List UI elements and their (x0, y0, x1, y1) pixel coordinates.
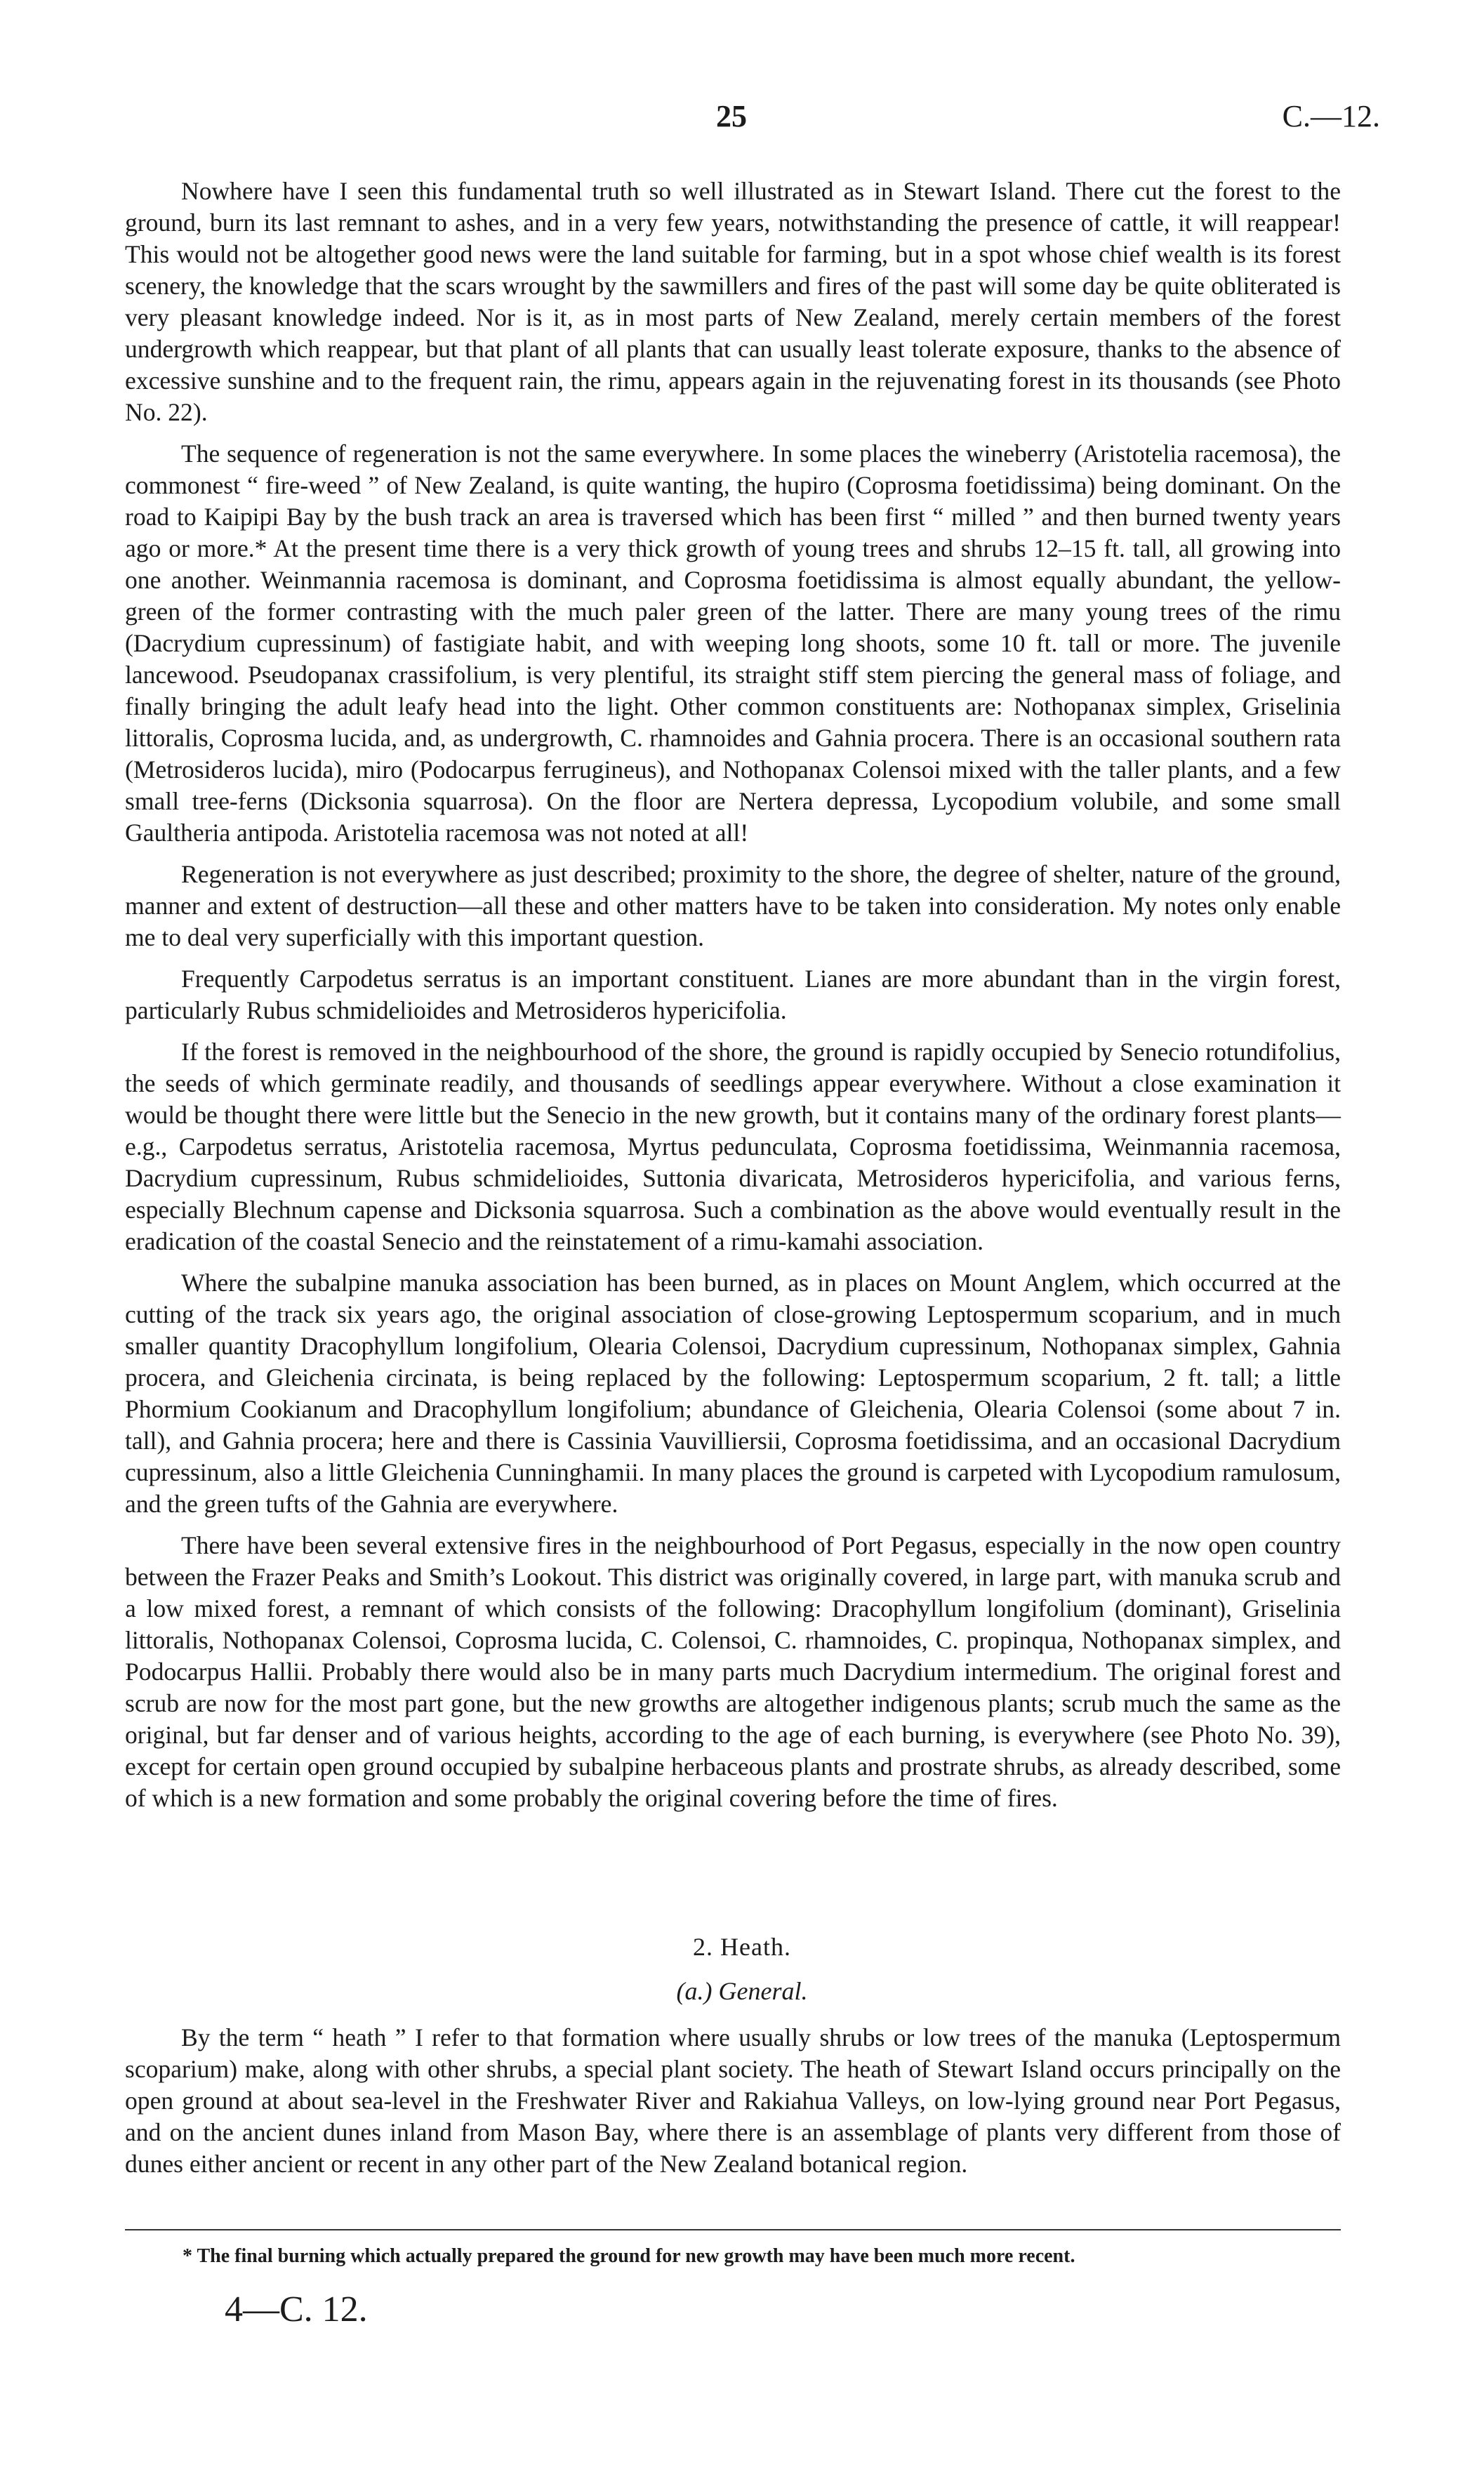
subsection-heading (0, 1976, 1484, 2006)
paragraph: Where the subalpine manuka association has been burned, as in places on Mount Anglem, which occurred at the cutting of the track six years ago, the original association of close-growing Leptospermum scoparium, and in much smaller quantity Dracophyllum longifolium, Olearia Colensoi, Dacrydium cupressinum, Nothopanax simplex, Gahnia procera, and Gleichenia circinata, is being replaced by the following: Leptospermum scoparium, 2 ft. tall; a little Phormium Cookianum and Dracophyllum longifolium; abundance of Gleichenia, Olearia Colensoi (some about 7 in. tall), and Gahnia procera; here and there is Cassinia Vauvilliersii, Coprosma foetidissima, and an occasional Dacrydium cupressinum, also a little Gleichenia Cunninghamii. In many places the ground is carpeted with Lycopodium ramulosum, and the green tufts of the Gahnia are everywhere. (125, 1269, 1341, 1518)
page-number: 25 (716, 99, 747, 133)
footnote: * The final burning which actually prepared the ground for new growth may have been much more recent. (183, 2245, 1075, 2267)
paragraph: By the term “ heath ” I refer to that formation where usually shrubs or low trees of the manuka (Leptospermum scoparium) make, along with other shrubs, a special plant society. The heath of Stewart Island occurs principally on the open ground at about sea-level in the Freshwater River and Rakiahua Valleys, on low-lying ground near Port Pegasus, and on the ancient dunes inland from Mason Bay, where there is an assemblage of plants very different from those of dunes either ancient or recent in any other part of the New Zealand botanical region. (125, 2023, 1341, 2178)
paragraph: If the forest is removed in the neighbourhood of the shore, the ground is rapidly occupied by Senecio rotundifolius, the seeds of which germinate readily, and thousands of seedlings appear everywhere. Without a close examination it would be thought there were little but the Senecio in the new growth, but it contains many of the ordinary forest plants—e.g., Carpodetus serratus, Aristotelia racemosa, Myrtus pedunculata, Coprosma foetidissima, Weinmannia racemosa, Dacrydium cupressinum, Rubus schmidelioides, Suttonia divaricata, Metrosideros hypericifolia, and various ferns, especially Blechnum capense and Dicksonia squarrosa. Such a combination as the above would eventually result in the eradication of the coastal Senecio and the reinstatement of a rimu-kamahi association. (125, 1038, 1341, 1255)
page-signature: 4—C. 12. (225, 2289, 368, 2329)
subsection-heading-text: (a.) General. (676, 1977, 808, 2005)
document-reference: C.—12. (1282, 99, 1380, 133)
paragraph: Regeneration is not everywhere as just described; proximity to the shore, the degree of shelter, nature of the ground, manner and extent of destruction—all these and other matters have to be taken into consideration. My notes only enable me to deal very superficially with this important question. (125, 860, 1341, 951)
body-text (125, 176, 1341, 1824)
paragraph: There have been several extensive fires in the neighbourhood of Port Pegasus, especially in the now open country between the Frazer Peaks and Smith’s Lookout. This district was originally covered, in large part, with manuka scrub and a low mixed forest, a remnant of which consists of the following: Dracophyllum longifolium (dominant), Griselinia littoralis, Nothopanax Colensoi, Coprosma lucida, C. Colensoi, C. rhamnoides, C. propinqua, Nothopanax simplex, and Podocarpus Hallii. Probably there would also be in many parts much Dacrydium intermedium. The original forest and scrub are now for the most part gone, but the new growths are altogether indigenous plants; scrub much the same as the original, but far denser and of various heights, according to the age of each burning, is everywhere (see Photo No. 39), except for certain open ground occupied by subalpine herbaceous plants and prostrate shrubs, as already described, some of which is a new formation and some probably the original covering before the time of fires. (125, 1531, 1341, 1812)
footnote-rule (125, 2229, 1341, 2230)
section-heading: 2. Heath. (693, 1933, 791, 1961)
paragraph: Nowhere have I seen this fundamental truth so well illustrated as in Stewart Island. There cut the forest to the ground, burn its last remnant to ashes, and in a very few years, notwithstanding the presence of cattle, it will reappear! This would not be altogether good news were the land suitable for farming, but in a spot whose chief wealth is its forest scenery, the knowledge that the scars wrought by the sawmillers and fires of the past will some day be quite obliterated is very pleasant knowledge indeed. Nor is it, as in most parts of New Zealand, merely certain members of the forest undergrowth which reappear, but that plant of all plants that can usually least tolerate exposure, thanks to the absence of excessive sunshine and to the frequent rain, the rimu, appears again in the rejuvenating forest in its thousands (see Photo No. 22). (125, 177, 1341, 426)
heath-text (125, 2022, 1341, 2190)
paragraph: Frequently Carpodetus serratus is an important constituent. Lianes are more abundant than in the virgin forest, particularly Rubus schmidelioides and Metrosideros hypericifolia. (125, 965, 1341, 1024)
paragraph: The sequence of regeneration is not the same everywhere. In some places the wineberry (Aristotelia racemosa), the commonest “ fire-weed ” of New Zealand, is quite wanting, the hupiro (Coprosma foetidissima) being dominant. On the road to Kaipipi Bay by the bush track an area is traversed which has been first “ milled ” and then burned twenty years ago or more.* At the present time there is a very thick growth of young trees and shrubs 12–15 ft. tall, all growing into one another. Weinmannia racemosa is dominant, and Coprosma foetidissima is almost equally abundant, the yellow-green of the former contrasting with the much paler green of the latter. There are many young trees of the rimu (Dacrydium cupressinum) of fastigiate habit, and with weeping long shoots, some 10 ft. tall or more. The juvenile lancewood. Pseudopanax crassifolium, is very plentiful, its straight stiff stem piercing the general mass of foliage, and finally bringing the adult leafy head into the light. Other common constituents are: Nothopanax simplex, Griselinia littoralis, Coprosma lucida, and, as undergrowth, C. rhamnoides and Gahnia procera. There is an occasional southern rata (Metrosideros lucida), miro (Podocarpus ferrugineus), and Nothopanax Colensoi mixed with the taller plants, and a few small tree-ferns (Dicksonia squarrosa). On the floor are Nertera depressa, Lycopodium volubile, and some small Gaultheria antipoda. Aristotelia racemosa was not noted at all! (125, 439, 1341, 847)
